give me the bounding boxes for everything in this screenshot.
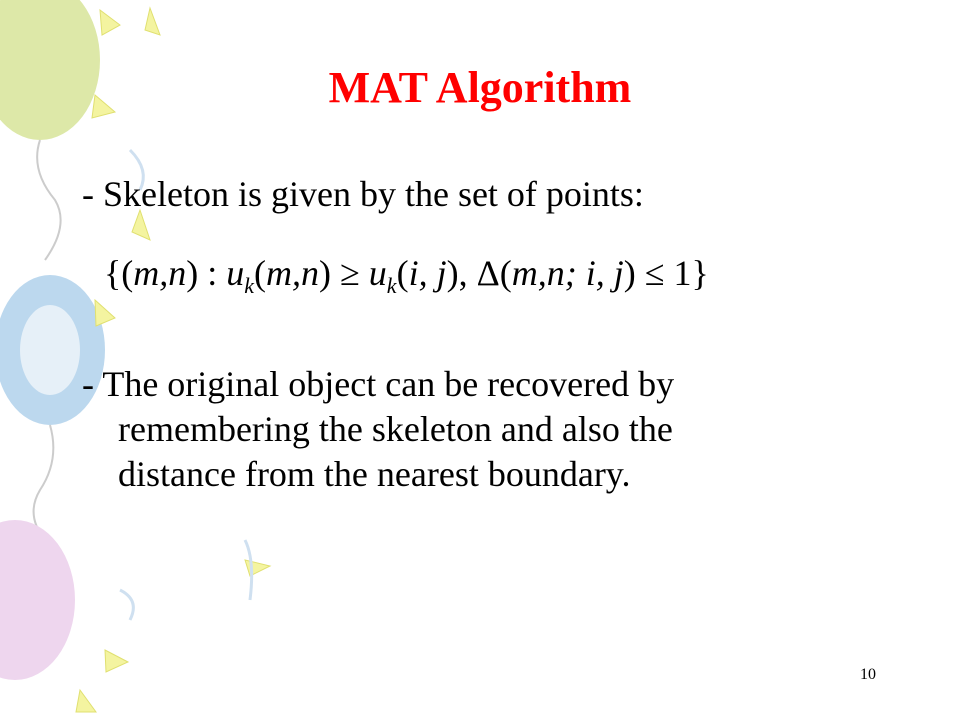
bullet-recovery-line-1: - The original object can be recovered by [82,364,675,404]
confetti-shapes [76,8,270,712]
balloon-pink-icon [0,520,75,680]
bullet-recovery [82,362,842,497]
slide-title: MAT Algorithm [328,63,632,112]
page-number: 10 [860,666,876,683]
bullet-recovery-line-3: distance from the nearest boundary. [118,454,631,494]
bullet-skeleton: - Skeleton is given by the set of points: [82,174,644,214]
skeleton-formula: {(m,n) : $u_k(m,n) \ge u_k(i$, j), Δ(m,n; i, j) ≤ 1} [104,253,709,299]
bullet-recovery-line-2: remembering the skeleton and also the [118,409,673,449]
balloon-green-icon [0,0,100,260]
